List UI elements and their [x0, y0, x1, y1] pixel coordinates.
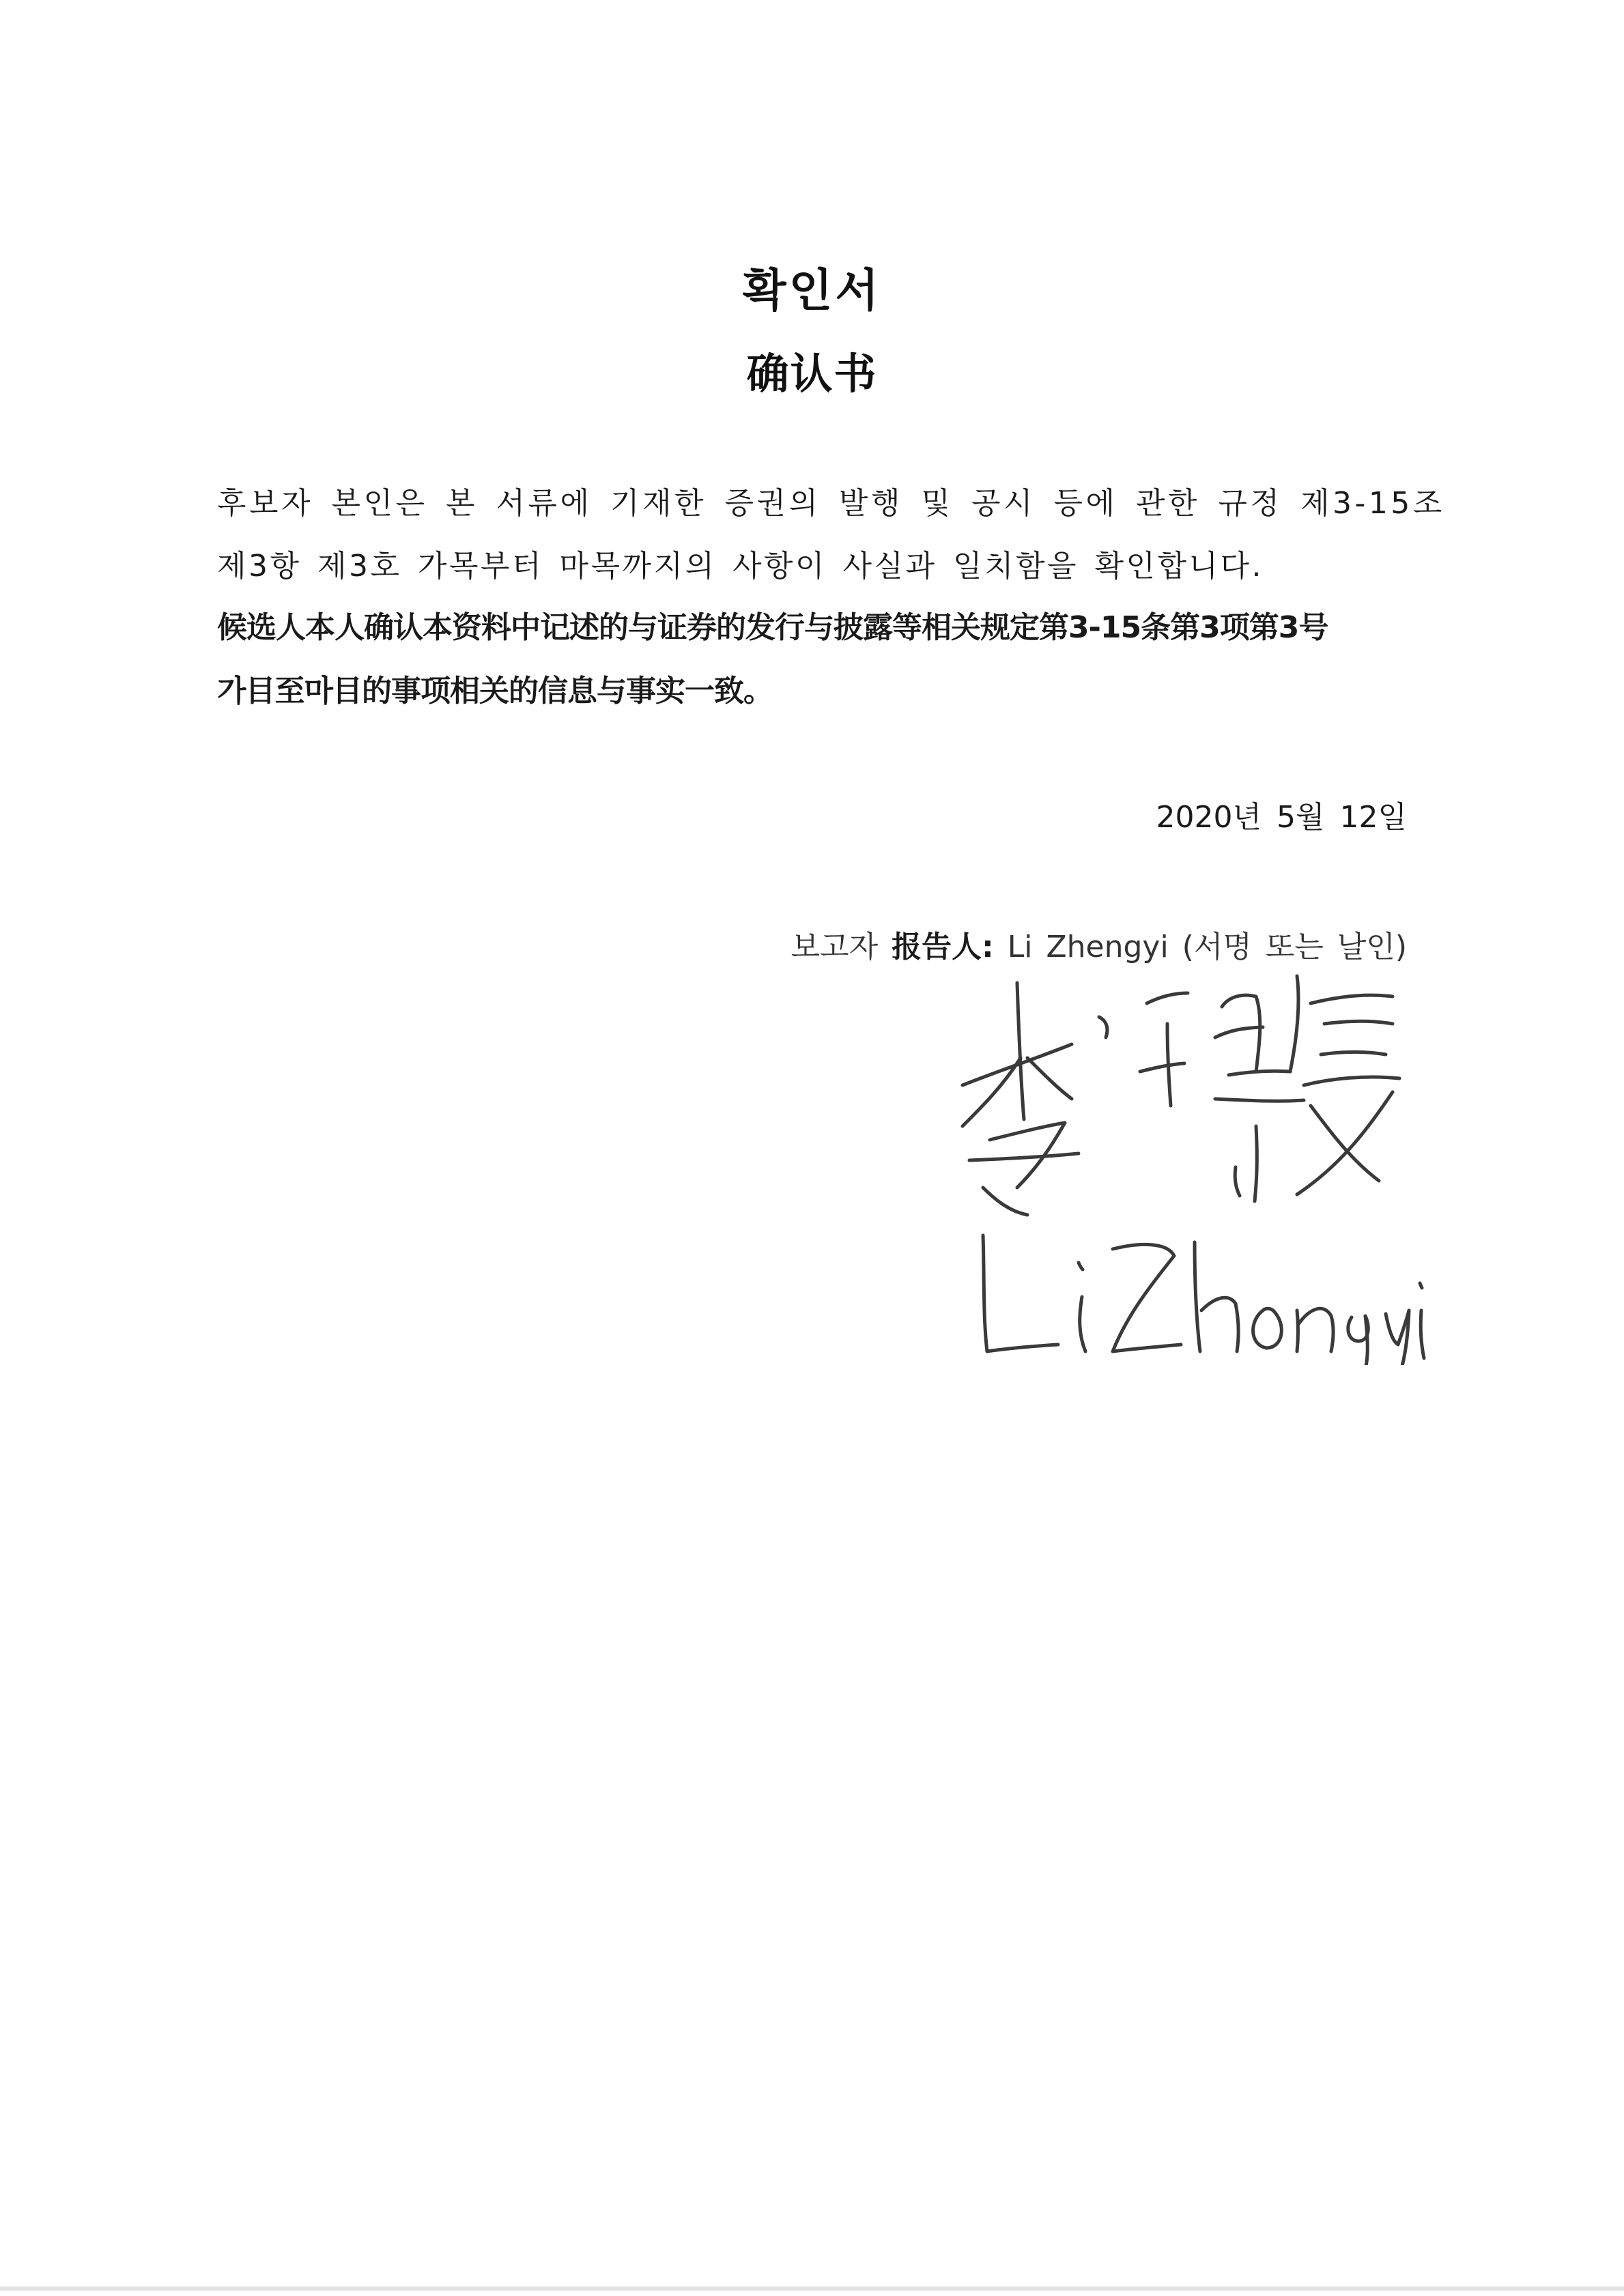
- body-korean-line-1: 후보자 본인은 본 서류에 기재한 증권의 발행 및 공시 등에 관한 규정 제3-15조: [217, 486, 1445, 521]
- handwritten-signature: [942, 942, 1434, 1365]
- body-chinese-line-1: 候选人本人确认本资料中记述的与证券的发行与披露等相关规定第3-15条第3项第3号: [217, 610, 1328, 645]
- title-korean: 확인서: [742, 264, 882, 317]
- scan-edge-line: [0, 2286, 1624, 2291]
- reporter-label-chinese: 报告人:: [892, 930, 994, 964]
- reporter-label-korean: 보고자: [790, 930, 879, 964]
- title-chinese: 确认书: [746, 349, 878, 399]
- body-korean-line-2: 제3항 제3호 가목부터 마목까지의 사항이 사실과 일치함을 확인합니다.: [217, 549, 1264, 584]
- reporter-sign-note: (서명 또는 날인): [1182, 930, 1407, 964]
- document-date: 2020년 5월 12일: [1156, 800, 1407, 835]
- reporter-name: Li Zhengyi: [1007, 930, 1169, 964]
- body-chinese-line-2: 가目至마目的事项相关的信息与事实一致。: [217, 674, 773, 708]
